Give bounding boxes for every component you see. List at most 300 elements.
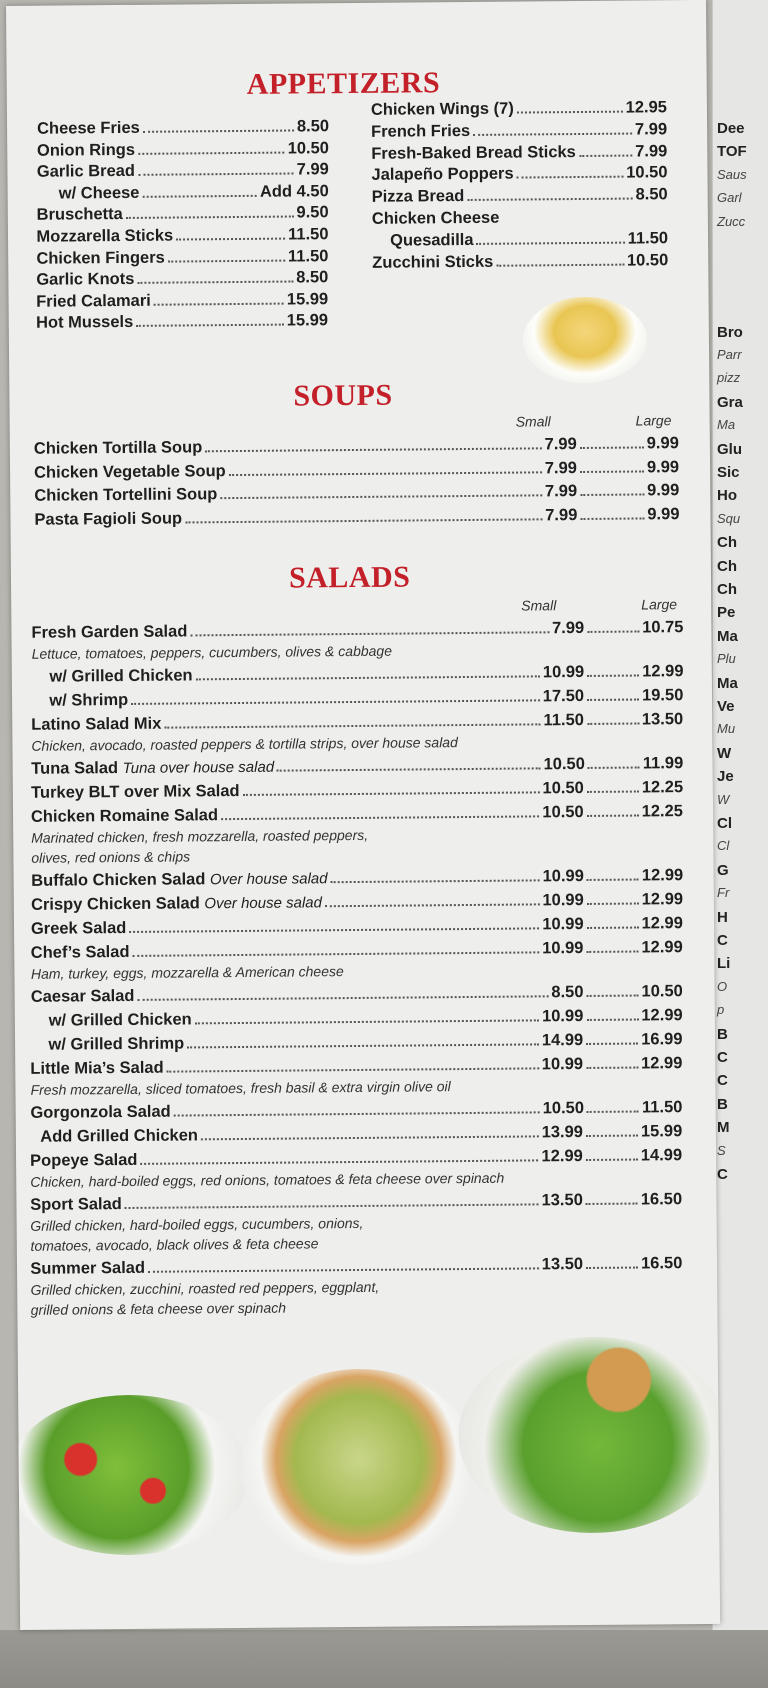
dot-leader <box>586 995 638 997</box>
item-name <box>59 184 140 204</box>
price-large: 10.50 <box>641 982 683 1001</box>
item-name <box>49 666 192 686</box>
appetizer-item <box>371 98 667 120</box>
dot-leader <box>580 517 644 520</box>
adjacent-panel-text: Zucc <box>717 213 746 229</box>
item-description: Fresh mozzarella, sliced tomatoes, fresh basil & extra virgin olive oil <box>30 1078 451 1098</box>
dot-leader <box>131 699 540 705</box>
salads-small-header: Small <box>521 597 557 614</box>
adjacent-panel-text: Cl <box>717 838 730 854</box>
adjacent-panel-text: TOF <box>717 143 747 161</box>
adjacent-panel-text: C <box>717 932 728 949</box>
dot-leader <box>473 132 632 135</box>
item-name <box>34 509 182 529</box>
price-large: 13.50 <box>641 710 684 729</box>
item-name <box>371 165 513 185</box>
item-name <box>371 122 470 142</box>
appetizer-item <box>59 182 329 203</box>
item-name-text: Quesadilla <box>389 230 474 250</box>
price-small: 10.50 <box>542 778 584 798</box>
dot-leader <box>133 951 540 957</box>
item-name-text: Cheese Fries <box>36 118 140 138</box>
item-name <box>371 143 576 164</box>
caesar-salad-image <box>240 1368 478 1566</box>
adjacent-panel-text: Cl <box>717 815 732 832</box>
dot-leader <box>586 1159 638 1161</box>
price-large: 9.99 <box>647 504 680 523</box>
salad-item <box>49 662 683 687</box>
dot-leader <box>164 723 540 728</box>
item-name-text: Chicken Wings (7) <box>370 99 514 119</box>
item-name-text: Onion Rings <box>36 140 136 160</box>
item-name <box>30 1195 122 1215</box>
price-large: 16.50 <box>640 1254 683 1273</box>
price: 7.99 <box>635 141 668 161</box>
price-small: 14.99 <box>541 1031 584 1050</box>
salad-item <box>31 982 683 1007</box>
price: 10.50 <box>626 250 669 270</box>
price-small: 10.99 <box>542 938 584 958</box>
price-small: 13.99 <box>541 1123 584 1142</box>
adjacent-panel-text: Dee <box>717 120 745 137</box>
item-name-text: w/ Grilled Chicken <box>49 666 193 686</box>
adjacent-panel-text: S <box>717 1142 726 1158</box>
price-large: 12.25 <box>641 778 684 797</box>
dot-leader <box>190 631 549 636</box>
adjacent-panel-text: C <box>717 1166 728 1183</box>
item-name-text: Mozzarella Sticks <box>36 226 174 246</box>
price-small: 10.99 <box>542 890 584 910</box>
item-name-text: Fresh-Baked Bread Sticks <box>371 142 576 163</box>
adjacent-panel-text: Ch <box>717 557 737 575</box>
price-large: 9.99 <box>647 481 680 500</box>
item-name <box>31 943 130 963</box>
price-small: 10.50 <box>542 1098 585 1118</box>
item-name <box>30 1059 163 1079</box>
dot-leader <box>588 766 640 768</box>
salad-item <box>40 1122 682 1147</box>
dot-leader <box>587 927 639 929</box>
dot-leader <box>587 1111 639 1113</box>
item-name <box>37 119 140 139</box>
dot-leader <box>174 1111 540 1116</box>
item-description: tomatoes, avocado, black olives & feta cheese <box>30 1235 319 1254</box>
item-name <box>30 1103 170 1123</box>
dot-leader <box>125 1203 539 1209</box>
appetizer-item <box>36 225 328 247</box>
item-name <box>49 691 128 711</box>
item-name <box>31 987 135 1007</box>
item-name <box>372 187 465 207</box>
appetizer-item <box>371 142 667 164</box>
appetizer-item <box>372 251 668 273</box>
price: 7.99 <box>634 120 668 139</box>
item-name-text: Garlic Knots <box>36 270 135 289</box>
item-name-text: Pizza Bread <box>371 187 465 207</box>
adjacent-panel-text: Plu <box>717 651 736 667</box>
item-name-text: Jalapeño Poppers <box>371 164 514 185</box>
item-name-text: Hot Mussels <box>35 313 134 333</box>
soup-item <box>34 458 679 483</box>
soups-small-header: Small <box>515 413 551 430</box>
adjacent-panel-text: Gra <box>717 393 743 411</box>
item-name <box>390 231 474 251</box>
dot-leader <box>517 176 624 179</box>
dot-leader <box>138 151 285 154</box>
item-name-text: Greek Salad <box>30 918 127 938</box>
garden-salad-image <box>8 1394 249 1556</box>
salad-item <box>30 1190 682 1215</box>
item-name-text: Caesar Salad <box>30 986 135 1006</box>
price-large: 10.75 <box>642 618 684 637</box>
item-name-text: Chef’s Salad <box>30 942 130 962</box>
soup-item <box>34 434 679 459</box>
dot-leader <box>187 1043 539 1048</box>
price-large: 12.99 <box>641 938 683 957</box>
adjacent-menu-panel <box>712 0 768 1660</box>
dot-leader <box>579 154 632 156</box>
price: 8.50 <box>635 185 668 204</box>
adjacent-panel-text: B <box>717 1095 728 1113</box>
item-name-text: Add Grilled Chicken <box>40 1126 199 1146</box>
dot-leader <box>243 791 540 796</box>
salad-item <box>31 618 683 643</box>
item-name <box>37 205 123 225</box>
chicken-salad-image <box>458 1336 721 1534</box>
dot-leader <box>142 195 257 198</box>
salad-item <box>31 938 683 963</box>
price-small: 8.50 <box>551 982 584 1002</box>
dot-leader <box>586 1135 638 1137</box>
soups-title: SOUPS <box>293 378 393 413</box>
item-name <box>30 1151 137 1171</box>
price-small: 10.99 <box>541 1007 584 1026</box>
dot-leader <box>137 995 548 1001</box>
item-name-text: Latino Salad Mix <box>31 714 162 734</box>
item-name-text: Crispy Chicken Salad <box>30 894 200 914</box>
adjacent-panel-text: Glu <box>717 440 742 458</box>
salad-item <box>30 1254 682 1279</box>
price-large: 12.99 <box>641 866 684 885</box>
price-large: 11.50 <box>641 1098 683 1117</box>
appetizer-item <box>371 164 667 186</box>
price: 10.50 <box>287 138 330 158</box>
item-name-text: Chicken Tortellini Soup <box>34 485 218 505</box>
salad-item <box>49 686 683 711</box>
price-small: 7.99 <box>544 435 577 454</box>
price-large: 12.99 <box>640 1054 683 1073</box>
item-name-text: w/ Grilled Shrimp <box>48 1034 185 1054</box>
item-name-text: Chicken Vegetable Soup <box>33 461 226 482</box>
item-name <box>372 252 493 272</box>
appetizers-title: APPETIZERS <box>246 66 441 101</box>
item-name-text: Chicken Romaine Salad <box>30 806 219 826</box>
adjacent-panel-text: Squ <box>717 510 741 526</box>
price-large: 15.99 <box>640 1122 683 1141</box>
price-small: 13.50 <box>541 1255 584 1274</box>
price: 8.50 <box>296 268 329 287</box>
price-large: 16.99 <box>641 1030 683 1049</box>
adjacent-panel-text: Bro <box>717 323 743 341</box>
dot-leader <box>196 675 540 680</box>
price-small: 10.99 <box>542 662 585 682</box>
dot-leader <box>325 903 540 907</box>
appetizer-item <box>37 160 329 182</box>
appetizer-item <box>36 290 328 312</box>
salad-item <box>31 754 683 779</box>
price-small: 7.99 <box>544 482 578 501</box>
appetizer-item <box>37 139 329 161</box>
dot-leader <box>176 238 285 241</box>
item-description: Grilled chicken, hard-boiled eggs, cucumbers, onions, <box>30 1214 364 1234</box>
adjacent-panel-text: W <box>717 791 730 807</box>
item-name <box>371 100 514 120</box>
price: 15.99 <box>286 289 329 309</box>
appetizer-item <box>36 268 328 290</box>
appetizer-item <box>37 117 329 139</box>
price: 11.50 <box>627 229 669 248</box>
dot-leader <box>580 493 644 496</box>
item-name <box>31 919 127 939</box>
item-note: Tuna over house salad <box>122 758 275 778</box>
adjacent-panel-text: G <box>717 861 729 879</box>
dot-leader <box>586 1267 638 1269</box>
price-large: 11.99 <box>642 754 684 773</box>
salad-item <box>31 802 683 827</box>
item-name <box>31 869 328 891</box>
dot-leader <box>586 1019 638 1021</box>
salad-item <box>31 778 683 803</box>
item-name <box>36 248 165 268</box>
item-description: Lettuce, tomatoes, peppers, cucumbers, olives & cabbage <box>31 642 393 662</box>
appetizer-item <box>390 229 668 250</box>
price-small: 10.50 <box>542 802 584 822</box>
adjacent-panel-text: Mu <box>717 721 736 737</box>
adjacent-panel-text: pizz <box>717 370 741 386</box>
dot-leader <box>137 281 293 284</box>
item-name-text: Buffalo Chicken Salad <box>31 870 206 890</box>
adjacent-panel-text: C <box>717 1049 728 1066</box>
adjacent-panel-text: W <box>717 744 732 762</box>
item-name-text: Popeye Salad <box>30 1150 138 1170</box>
dot-leader <box>587 815 639 817</box>
soup-item <box>34 481 679 506</box>
adjacent-panel-text: Ve <box>717 698 735 715</box>
dot-leader <box>205 447 541 452</box>
dot-leader <box>587 879 639 881</box>
dot-leader <box>587 674 639 676</box>
dot-leader <box>138 173 294 176</box>
dot-leader <box>586 1203 638 1205</box>
soups-large-header: Large <box>635 412 672 429</box>
item-name-text: Summer Salad <box>30 1258 146 1278</box>
price: 10.50 <box>626 163 668 182</box>
item-name-text: Turkey BLT over Mix Salad <box>31 781 240 802</box>
item-name <box>36 227 173 247</box>
price-large: 9.99 <box>646 434 679 453</box>
dot-leader <box>467 198 632 201</box>
item-description: Ham, turkey, eggs, mozzarella & American cheese <box>30 963 344 982</box>
salads-title: SALADS <box>288 560 411 595</box>
item-name-text: Garlic Bread <box>36 162 136 181</box>
item-name-text: Fried Calamari <box>36 291 151 311</box>
item-note: Over house salad <box>209 870 328 889</box>
salad-item <box>30 1098 682 1123</box>
item-name-text: Chicken Tortilla Soup <box>33 438 203 458</box>
dot-leader <box>580 446 644 449</box>
background-surface <box>0 1630 768 1688</box>
adjacent-panel-text: Saus <box>717 166 747 182</box>
salad-item <box>31 890 683 915</box>
item-description: Chicken, avocado, roasted peppers & tortilla strips, over house salad <box>31 734 458 754</box>
item-note: Over house salad <box>204 894 323 913</box>
price-small: 13.50 <box>541 1191 583 1210</box>
adjacent-panel-text: O <box>717 978 728 994</box>
dot-leader <box>126 216 294 219</box>
price-large: 14.99 <box>640 1146 683 1165</box>
dot-leader <box>587 723 639 725</box>
price: 9.50 <box>296 203 329 222</box>
dot-leader <box>136 324 284 327</box>
adjacent-panel-text: Ma <box>717 417 736 433</box>
item-description: olives, red onions & chips <box>31 848 191 866</box>
item-name-text: Fresh Garden Salad <box>31 622 188 642</box>
dot-leader <box>277 767 540 771</box>
soup-item <box>34 505 679 530</box>
item-name <box>37 140 135 160</box>
dot-leader <box>148 1267 539 1272</box>
adjacent-panel-text: Ch <box>717 581 737 598</box>
price-small: 7.99 <box>551 618 585 638</box>
price-small: 7.99 <box>544 458 578 477</box>
appetizer-item <box>36 247 328 269</box>
adjacent-panel-text: Pe <box>717 604 736 622</box>
dot-leader <box>143 129 294 132</box>
item-name-text: Tuna Salad <box>31 759 119 778</box>
appetizer-item <box>37 204 329 226</box>
adjacent-panel-text: Sic <box>717 464 740 481</box>
adjacent-panel-text: H <box>717 908 728 926</box>
item-name <box>31 758 274 779</box>
item-name-text: French Fries <box>371 121 471 141</box>
dot-leader <box>229 471 542 476</box>
adjacent-panel-text: B <box>717 1025 728 1043</box>
salad-item <box>31 914 683 939</box>
adjacent-panel-text: Je <box>717 768 734 786</box>
price-large: 12.25 <box>641 802 684 821</box>
price-small: 17.50 <box>542 686 585 706</box>
price: 8.50 <box>296 117 330 136</box>
salad-item <box>31 710 683 735</box>
adjacent-panel-text: p <box>717 1002 725 1018</box>
adjacent-panel-text: Parr <box>717 347 742 362</box>
item-description: Grilled chicken, zucchini, roasted red peppers, eggplant, <box>30 1278 380 1298</box>
item-name-text: w/ Grilled Chicken <box>48 1010 192 1030</box>
price-small: 7.99 <box>545 505 578 524</box>
dot-leader <box>587 630 639 632</box>
price-large: 16.50 <box>640 1190 683 1209</box>
dot-leader <box>587 903 639 905</box>
adjacent-panel-text: Fr <box>717 885 730 901</box>
dot-leader <box>129 927 539 933</box>
menu-page <box>6 0 720 1630</box>
item-name-text: Little Mia’s Salad <box>30 1058 164 1078</box>
appetizer-item <box>371 120 667 142</box>
item-name-text: Zucchini Sticks <box>372 252 494 272</box>
price-small: 10.99 <box>541 1055 584 1074</box>
price-small: 11.50 <box>543 710 584 730</box>
item-name-text: Chicken Cheese <box>371 208 500 228</box>
dot-leader <box>496 263 624 266</box>
item-name <box>49 1010 192 1030</box>
price-large: 12.99 <box>641 914 683 933</box>
dot-leader <box>168 259 285 262</box>
adjacent-panel-text: Garl <box>717 190 742 206</box>
adjacent-panel-text: Ma <box>717 674 738 692</box>
item-name-text: Pasta Fagioli Soup <box>34 508 183 529</box>
item-name <box>40 1126 198 1146</box>
adjacent-panel-text: M <box>717 1119 730 1137</box>
adjacent-panel-text: Ho <box>717 487 737 505</box>
item-name-text: Chicken Fingers <box>36 248 165 268</box>
dot-leader <box>154 302 284 305</box>
salad-item <box>31 866 683 891</box>
dot-leader <box>185 518 542 523</box>
dot-leader <box>580 470 644 473</box>
item-name <box>36 270 134 290</box>
item-name-text: w/ Shrimp <box>49 690 129 710</box>
item-name <box>36 313 133 333</box>
price: 12.95 <box>625 98 667 117</box>
item-name <box>36 292 151 312</box>
dot-leader <box>586 1067 638 1069</box>
price-small: 12.99 <box>541 1147 583 1166</box>
item-name <box>31 622 187 642</box>
price-large: 9.99 <box>646 457 680 476</box>
item-name <box>31 782 240 803</box>
dot-leader <box>331 879 540 883</box>
dot-leader <box>140 1159 538 1164</box>
dot-leader <box>586 951 638 953</box>
item-name-text: Gorgonzola Salad <box>30 1102 171 1122</box>
salad-item <box>30 1146 682 1171</box>
dot-leader <box>517 111 623 114</box>
salad-item <box>30 1054 682 1079</box>
item-name-text: Sport Salad <box>30 1195 122 1214</box>
price-small: 10.99 <box>542 914 584 934</box>
price: Add 4.50 <box>259 181 329 201</box>
dot-leader <box>167 1067 539 1072</box>
item-name <box>34 485 217 506</box>
price: 11.50 <box>288 225 329 244</box>
adjacent-panel-text: Li <box>717 955 731 973</box>
adjacent-panel-text: Ma <box>717 627 738 645</box>
item-description: Chicken, hard-boiled eggs, red onions, tomatoes & feta cheese over spinach <box>30 1169 505 1190</box>
item-name-text: Bruschetta <box>36 205 123 225</box>
price-large: 12.99 <box>641 1006 683 1025</box>
item-name <box>31 893 322 915</box>
adjacent-panel-text: C <box>717 1072 728 1090</box>
dot-leader <box>201 1135 539 1140</box>
dot-leader <box>220 494 542 499</box>
appetizer-item <box>372 209 500 229</box>
price-small: 10.99 <box>542 866 584 886</box>
item-description: grilled onions & feta cheese over spinach <box>30 1299 287 1318</box>
item-name <box>34 438 203 458</box>
dot-leader <box>587 699 639 701</box>
salads-large-header: Large <box>641 596 678 613</box>
appetizer-item <box>36 312 328 334</box>
